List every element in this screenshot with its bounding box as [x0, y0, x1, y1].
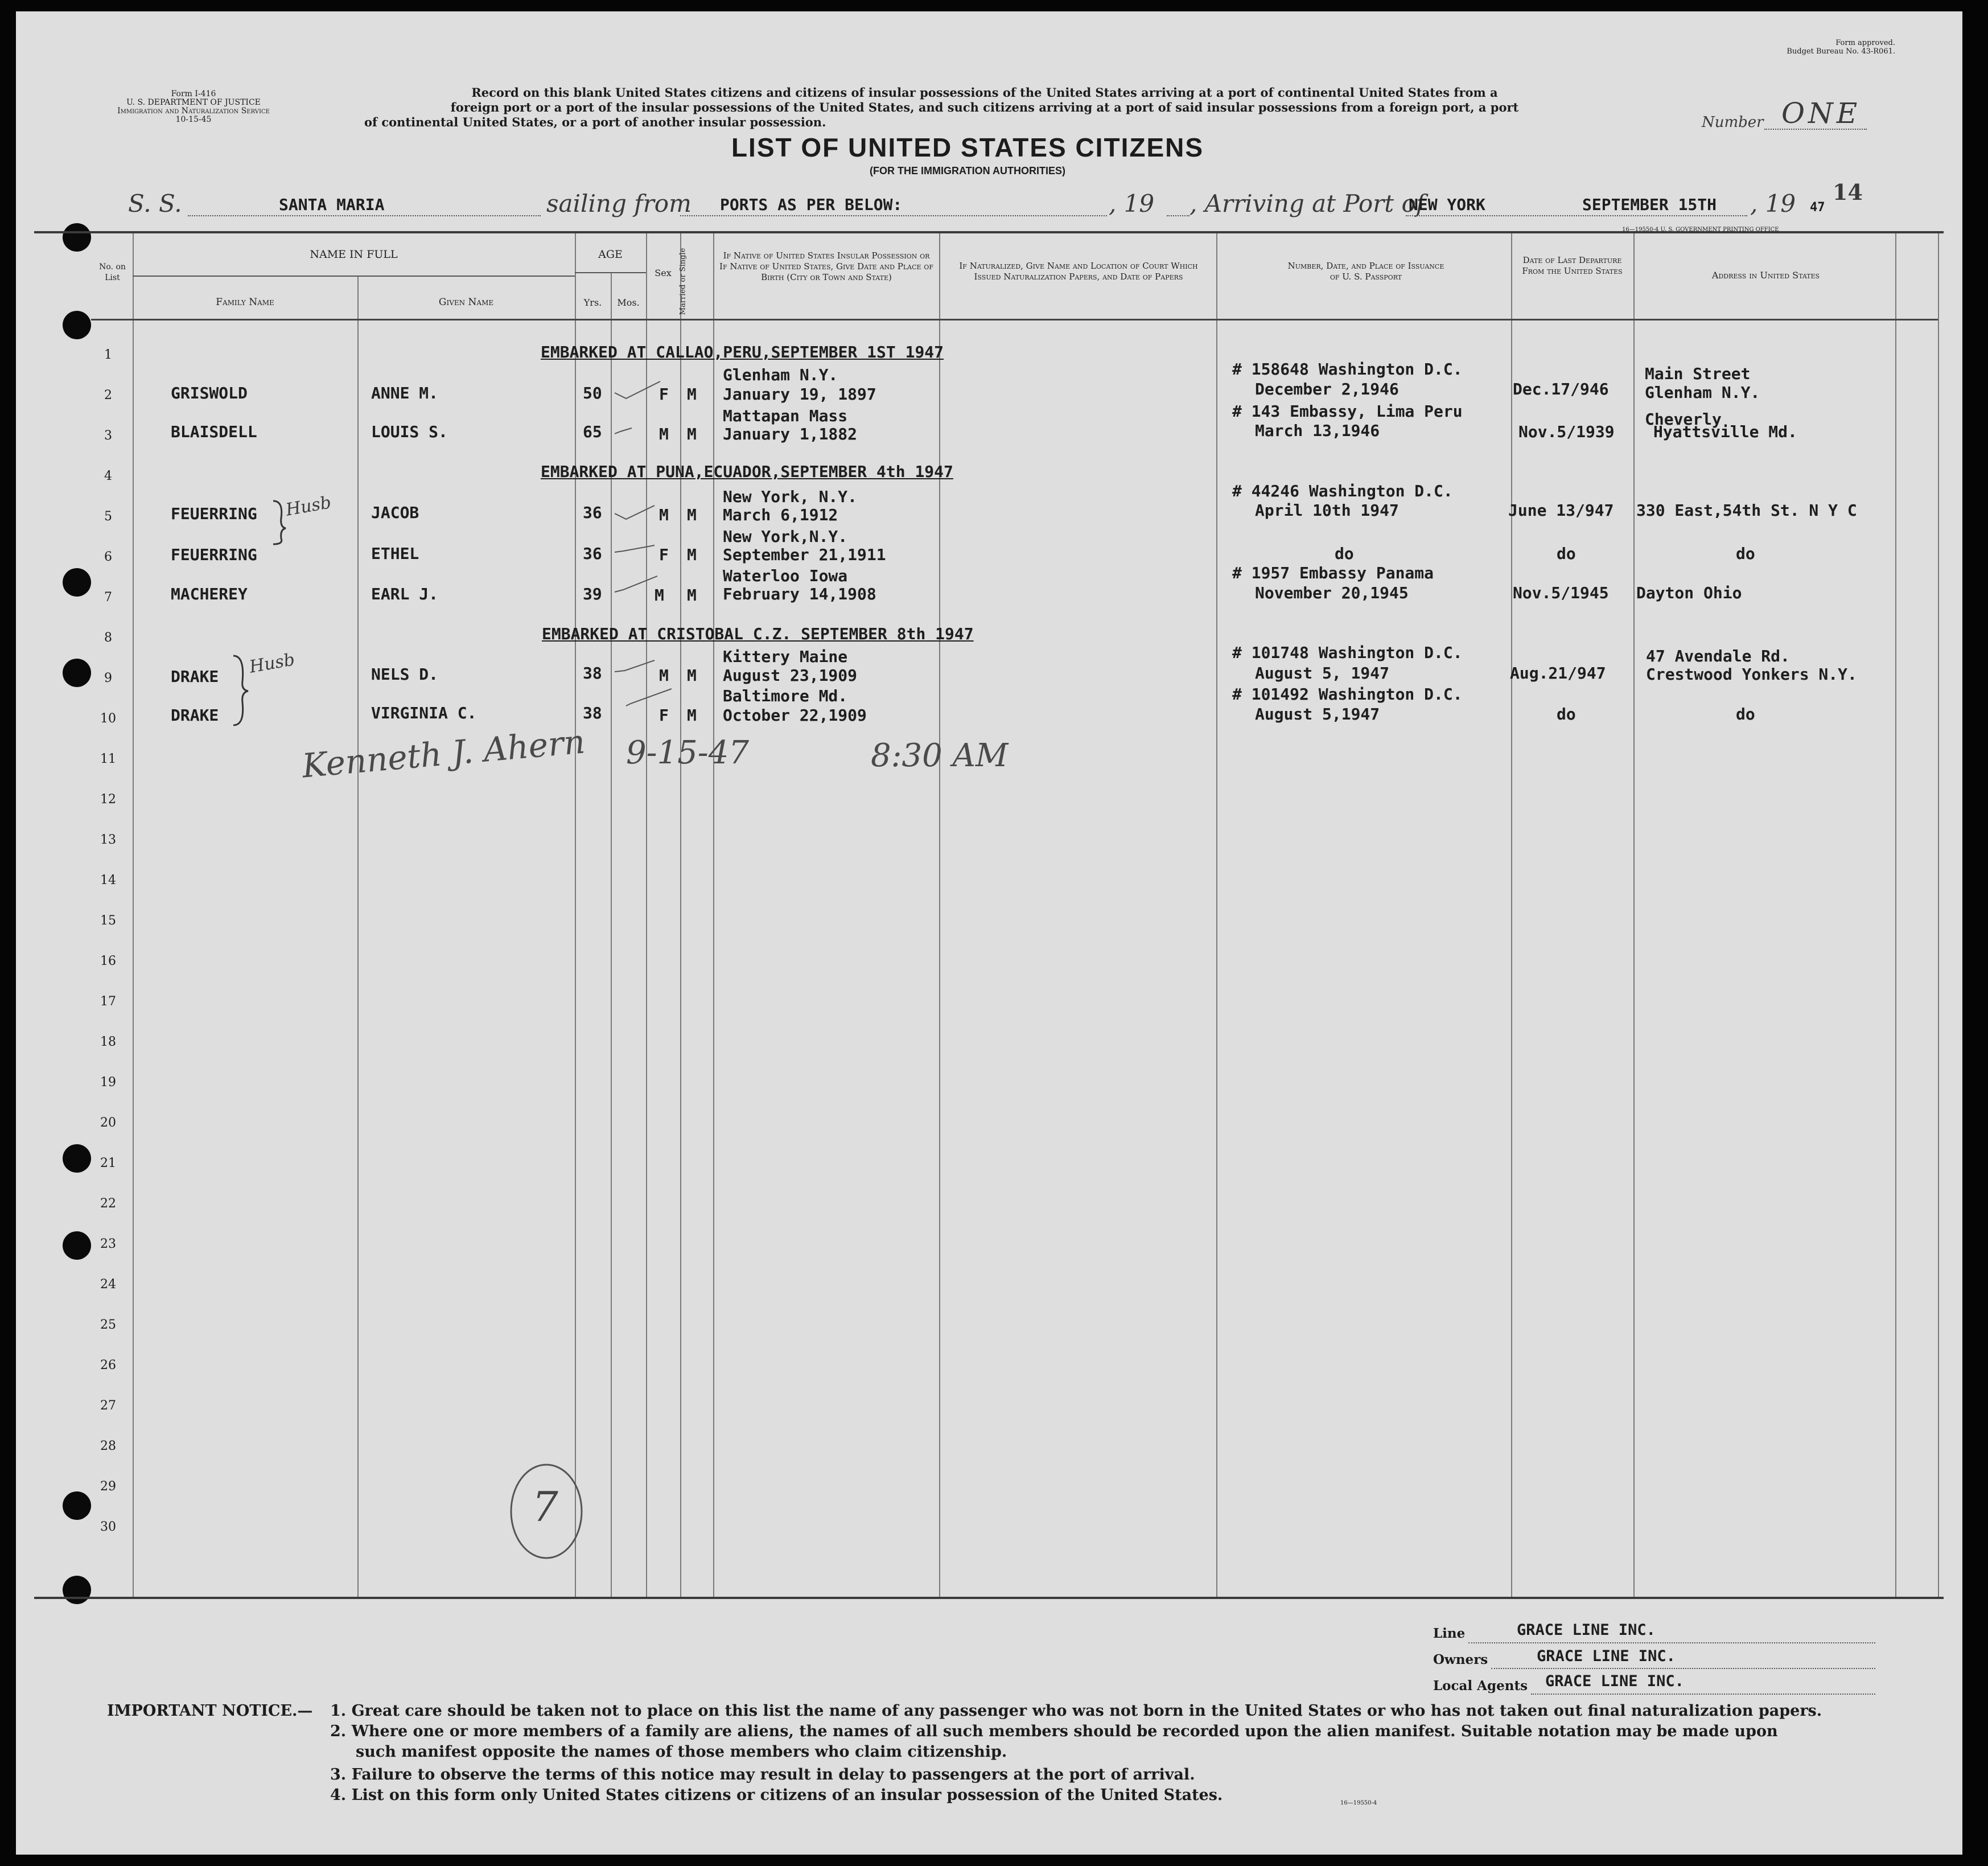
- marital-status: M: [687, 505, 697, 524]
- check-mark: [615, 660, 655, 672]
- address-line: Hyattsville Md.: [1653, 422, 1797, 441]
- family-note: Husb: [284, 492, 333, 520]
- passport-number: # 101492 Washington D.C.: [1232, 685, 1463, 704]
- service: Immigration and Naturalization Service: [117, 106, 270, 116]
- col-line: [1895, 233, 1896, 1597]
- birth-date: September 21,1911: [723, 545, 886, 564]
- header-passport: Number, Date, and Place of Issuance of U. S. Passport: [1287, 261, 1444, 282]
- marital-status: M: [687, 706, 697, 725]
- arriving-label: , Arriving at Port of: [1189, 190, 1425, 217]
- embark-line: EMBARKED AT CRISTOBAL C.Z. SEPTEMBER 8th 1947: [542, 624, 974, 643]
- row-number: 7: [104, 590, 112, 605]
- birth-date: October 22,1909: [723, 706, 867, 725]
- header-age: AGE: [598, 248, 623, 261]
- sex: F: [659, 706, 669, 725]
- departure-date: Nov.5/1945: [1513, 583, 1609, 602]
- check-mark: [615, 505, 655, 519]
- header-no-on-list: No. on List: [99, 262, 126, 282]
- sailing-underline: [680, 215, 1107, 216]
- col-line: [680, 233, 681, 1597]
- agents-label: Local Agents: [1433, 1678, 1528, 1694]
- check-mark: [615, 428, 632, 434]
- col-line: [713, 233, 714, 1597]
- inspector-signature: Kenneth J. Ahern: [300, 722, 587, 786]
- notice-item: 1. Great care should be taken not to place on this list the name of any passenger who was not born in the United States or who has not taken out final naturalization papers.: [330, 1702, 1822, 1720]
- family-name: FEUERRING: [171, 504, 257, 523]
- line-underline: [1468, 1642, 1875, 1643]
- family-name: DRAKE: [171, 706, 219, 725]
- sex: M: [659, 505, 669, 524]
- row-number: 1: [104, 348, 112, 362]
- page-subtitle: (FOR THE IMMIGRATION AUTHORITIES): [870, 165, 1065, 176]
- notice-item: 2. Where one or more members of a family are aliens, the names of all such members should be recorded upon the alien manifest. Suitable notation may be made upon: [330, 1723, 1778, 1740]
- passport-date: August 5,1947: [1255, 705, 1380, 724]
- sex: F: [659, 385, 669, 404]
- row-number: 5: [104, 509, 112, 524]
- given-name: ETHEL: [371, 544, 419, 563]
- marital-status: M: [687, 666, 697, 685]
- row-number: 14: [100, 873, 116, 887]
- year-suffix: 47: [1810, 200, 1825, 215]
- sex: M: [655, 586, 664, 605]
- col-line: [1633, 233, 1635, 1597]
- instructions-line: foreign port or a port of the insular possessions of the United States, and such citizens arriving at a port of said insular possessions from a foreign port, a port: [450, 100, 1519, 114]
- agents-underline: [1531, 1694, 1875, 1695]
- departure-date: Dec.17/946: [1513, 380, 1609, 398]
- departure-date: do: [1557, 544, 1576, 563]
- passport-number: # 101748 Washington D.C.: [1232, 643, 1463, 662]
- arrival-port: NEW YORK: [1409, 195, 1485, 214]
- instructions-line: Record on this blank United States citizens and citizens of insular possessions of the United States arriving at a port of continental United States from a: [471, 85, 1498, 100]
- sex: F: [659, 545, 669, 564]
- given-name: NELS D.: [371, 665, 439, 684]
- header-sex: Sex: [655, 268, 672, 278]
- departure-date: do: [1557, 705, 1576, 724]
- sex: M: [659, 666, 669, 685]
- header-bottom-border: [91, 319, 1938, 320]
- address-line: 47 Avendale Rd.: [1646, 647, 1790, 665]
- line-value: GRACE LINE INC.: [1517, 1621, 1656, 1639]
- year-2: , 19: [1750, 190, 1796, 217]
- punch-hole: [63, 1231, 91, 1260]
- row-number: 15: [100, 914, 116, 928]
- birth-place: New York, N.Y.: [723, 487, 858, 506]
- header-address: Address in United States: [1711, 270, 1820, 281]
- manifest-page: [16, 11, 1962, 1855]
- marital-status: M: [687, 586, 697, 605]
- marital-status: M: [687, 385, 697, 404]
- header-native: If Native of United States Insular Possession or If Native of United States, Give Date and Place of Birth (City or Town and State): [719, 250, 933, 282]
- header-mos: Mos.: [617, 297, 640, 308]
- row-number: 24: [100, 1277, 116, 1292]
- family-name: BLAISDELL: [171, 422, 257, 441]
- ship-underline: [188, 215, 541, 216]
- family-name: MACHEREY: [171, 585, 248, 603]
- family-note: Husb: [248, 650, 297, 677]
- passport-number: do: [1335, 544, 1354, 563]
- row-number: 13: [100, 833, 116, 847]
- number-label: Number: [1702, 114, 1764, 131]
- sex: M: [659, 425, 669, 443]
- birth-date: January 1,1882: [723, 425, 858, 443]
- birth-date: March 6,1912: [723, 505, 838, 524]
- passport-number: # 44246 Washington D.C.: [1232, 482, 1453, 500]
- row-number: 27: [100, 1399, 116, 1413]
- row-number: 29: [100, 1479, 116, 1494]
- department: U. S. DEPARTMENT OF JUSTICE: [126, 98, 261, 107]
- birth-date: January 19, 1897: [723, 385, 876, 404]
- address-line: Glenham N.Y.: [1645, 383, 1760, 402]
- row-number: 19: [100, 1075, 116, 1090]
- punch-hole: [63, 568, 91, 597]
- address-line: Main Street: [1645, 364, 1751, 383]
- check-mark: [626, 689, 672, 706]
- year-1-underline: [1167, 215, 1189, 216]
- embark-line: EMBARKED AT PUNA,ECUADOR,SEPTEMBER 4th 1947: [541, 462, 953, 481]
- form-number-block: [91, 90, 296, 124]
- print-code-bottom: 16—19550-4: [1340, 1800, 1377, 1806]
- header-naturalized: If Naturalized, Give Name and Location of Court Which Issued Naturalization Papers, and Date of Papers: [959, 261, 1198, 282]
- address-line: 330 East,54th St. N Y C: [1636, 501, 1857, 520]
- circled-number: 7: [532, 1483, 558, 1531]
- arrival-underline: [1406, 215, 1747, 216]
- header-name-in-full: NAME IN FULL: [310, 248, 398, 261]
- passport-date: April 10th 1947: [1255, 501, 1399, 520]
- approval-block: [1736, 39, 1895, 56]
- punch-hole: [63, 223, 91, 252]
- check-mark: [615, 381, 660, 398]
- row-number: 6: [104, 550, 112, 564]
- embark-line: EMBARKED AT CALLAO,PERU,SEPTEMBER 1ST 1947: [541, 343, 944, 361]
- row-number: 25: [100, 1318, 116, 1332]
- birth-place: Baltimore Md.: [723, 687, 848, 705]
- birth-place: Kittery Maine: [723, 647, 848, 666]
- check-marks: [603, 364, 672, 729]
- address-line: Dayton Ohio: [1636, 583, 1742, 602]
- age-years: 38: [583, 664, 602, 683]
- row-number: 26: [100, 1358, 116, 1372]
- age-years: 65: [583, 422, 602, 441]
- owners-value: GRACE LINE INC.: [1537, 1647, 1676, 1665]
- family-name: FEUERRING: [171, 545, 257, 564]
- sailing-label: sailing from: [546, 190, 692, 217]
- passport-number: # 158648 Washington D.C.: [1232, 360, 1463, 379]
- marital-status: M: [687, 545, 697, 564]
- row-number: 16: [100, 954, 116, 968]
- departure-date: June 13/947: [1508, 501, 1614, 520]
- given-name: ANNE M.: [371, 384, 439, 402]
- row-number: 4: [104, 469, 112, 483]
- punch-hole: [63, 1576, 91, 1604]
- marital-status: M: [687, 425, 697, 443]
- row-number: 17: [100, 994, 116, 1009]
- header-sub-line: [133, 276, 575, 277]
- row-number: 2: [104, 388, 112, 402]
- col-line: [939, 233, 940, 1597]
- instructions-line: of continental United States, or a port of another insular possession.: [364, 115, 826, 129]
- header-family-name: Family Name: [216, 297, 274, 308]
- owners-label: Owners: [1433, 1652, 1488, 1667]
- family-name: DRAKE: [171, 667, 219, 686]
- year-1: , 19: [1109, 190, 1155, 217]
- age-years: 39: [583, 585, 602, 603]
- row-number: 10: [100, 712, 116, 726]
- age-years: 36: [583, 544, 602, 563]
- passport-date: November 20,1945: [1255, 583, 1409, 602]
- row-number: 3: [104, 429, 112, 443]
- print-code-top: 16—19550-4 U. S. GOVERNMENT PRINTING OFFICE: [1622, 227, 1779, 233]
- row-number: 22: [100, 1197, 116, 1211]
- row-number: 12: [100, 792, 116, 807]
- family-name: GRISWOLD: [171, 384, 248, 402]
- form-date: 10-15-45: [175, 115, 212, 124]
- departure-date: Aug.21/947: [1510, 664, 1606, 683]
- given-name: LOUIS S.: [371, 422, 448, 441]
- col-line: [133, 233, 134, 1597]
- given-name: JACOB: [371, 503, 419, 522]
- notice-item: 4. List on this form only United States citizens or citizens of an insular possession of the United States.: [330, 1786, 1223, 1804]
- sailing-from: PORTS AS PER BELOW:: [720, 195, 903, 214]
- budget-text: Budget Bureau No. 43-R061.: [1787, 47, 1895, 56]
- check-mark: [615, 576, 657, 592]
- header-sub-line: [575, 272, 646, 273]
- ss-label: S. S.: [128, 190, 182, 217]
- passport-number: # 1957 Embassy Panama: [1232, 564, 1434, 582]
- row-number: 11: [100, 752, 116, 766]
- line-label: Line: [1433, 1626, 1466, 1641]
- header-given-name: Given Name: [438, 297, 494, 308]
- number-underline: [1764, 129, 1867, 130]
- header-married: Married or Single: [678, 248, 688, 315]
- col-line: [357, 276, 359, 1597]
- punch-hole: [63, 1491, 91, 1520]
- number-value: ONE: [1781, 97, 1861, 130]
- address-line: do: [1736, 705, 1755, 724]
- birth-place: Waterloo Iowa: [723, 566, 848, 585]
- table-bottom-border: [34, 1597, 1944, 1599]
- row-number: 9: [104, 671, 112, 685]
- row-number: 28: [100, 1439, 116, 1453]
- birth-date: February 14,1908: [723, 585, 876, 603]
- row-number: 21: [100, 1156, 116, 1170]
- row-number: 18: [100, 1035, 116, 1049]
- col-line: [575, 233, 576, 1597]
- age-years: 38: [583, 704, 602, 722]
- passport-date: March 13,1946: [1255, 421, 1380, 440]
- passport-date: December 2,1946: [1255, 380, 1399, 398]
- address-line: Cheverly: [1645, 410, 1722, 429]
- agents-value: GRACE LINE INC.: [1545, 1672, 1684, 1690]
- check-mark: [615, 545, 655, 552]
- age-years: 50: [583, 384, 602, 402]
- signature-date: 9-15-47: [626, 734, 749, 771]
- given-name: VIRGINIA C.: [371, 704, 477, 722]
- form-number: Form I-416: [171, 89, 216, 98]
- signature-time: 8:30 AM: [871, 737, 1009, 774]
- punch-hole: [63, 1144, 91, 1173]
- passport-number: # 143 Embassy, Lima Peru: [1232, 402, 1463, 421]
- birth-place: Glenham N.Y.: [723, 365, 838, 384]
- punch-hole: [63, 659, 91, 687]
- given-name: EARL J.: [371, 585, 439, 603]
- notice-item: 3. Failure to observe the terms of this notice may result in delay to passengers at the port of arrival.: [330, 1766, 1195, 1783]
- address-line: Crestwood Yonkers N.Y.: [1646, 665, 1857, 684]
- year-hand: 14: [1833, 179, 1863, 205]
- address-line: do: [1736, 544, 1755, 563]
- approval-text: Form approved.: [1835, 39, 1895, 47]
- birth-place: Mattapan Mass: [723, 406, 848, 425]
- row-number: 23: [100, 1237, 116, 1251]
- notice-label: IMPORTANT NOTICE.—: [107, 1702, 313, 1720]
- ship-name: SANTA MARIA: [279, 195, 385, 214]
- birth-place: New York,N.Y.: [723, 527, 848, 546]
- header-yrs: Yrs.: [583, 297, 602, 308]
- row-number: 20: [100, 1116, 116, 1130]
- row-number: 30: [100, 1520, 116, 1534]
- header-departure: Date of Last Departure From the United States: [1522, 255, 1623, 276]
- row-number: 8: [104, 631, 112, 645]
- age-years: 36: [583, 503, 602, 522]
- passport-date: August 5, 1947: [1255, 664, 1390, 683]
- page-title: LIST OF UNITED STATES CITIZENS: [731, 133, 1204, 162]
- instructions: [364, 85, 1605, 130]
- col-line: [1938, 233, 1939, 1597]
- birth-date: August 23,1909: [723, 666, 858, 685]
- arrival-date: SEPTEMBER 15TH: [1582, 195, 1717, 214]
- col-line: [1216, 233, 1217, 1597]
- owners-underline: [1491, 1668, 1875, 1669]
- notice-item: such manifest opposite the names of those members who claim citizenship.: [356, 1743, 1007, 1761]
- col-line: [1511, 233, 1512, 1597]
- punch-hole: [63, 311, 91, 339]
- departure-date: Nov.5/1939: [1518, 422, 1615, 441]
